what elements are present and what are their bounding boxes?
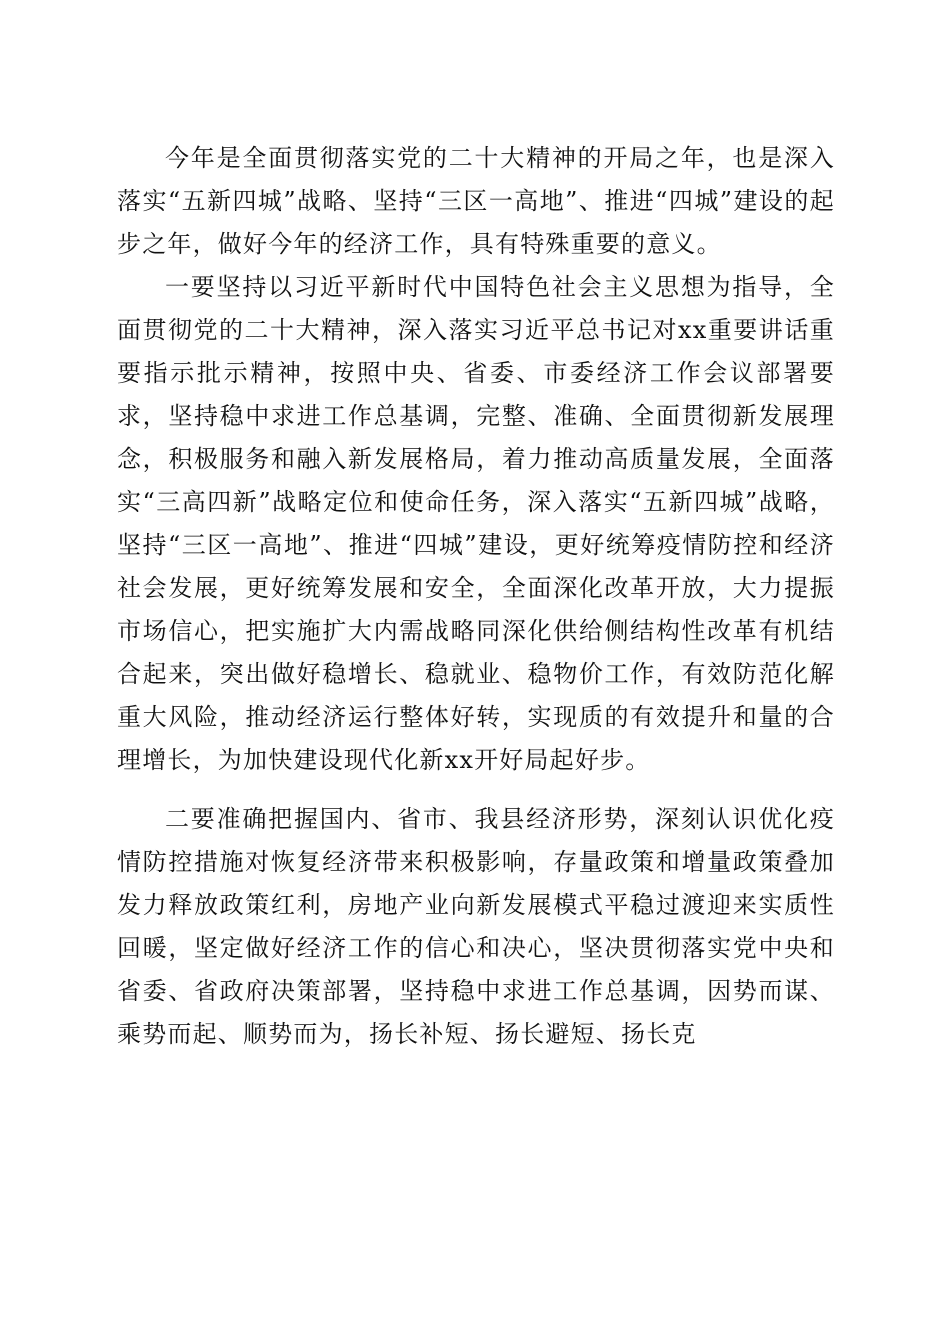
document-body	[117, 137, 835, 1072]
paragraph-point-two: 二要准确把握国内、省市、我县经济形势，深刻认识优化疫情防控措施对恢复经济带来积极影响，存量政策和增量政策叠加发力释放政策红利，房地产业向新发展模式平稳过渡迎来实质性回暖，坚定做好经济工作的信心和决心，坚决贯彻落实党中央和省委、省政府决策部署，坚持稳中求进工作总基调，因势而谋、乘势而起、顺势而为，扬长补短、扬长避短、扬长克	[117, 805, 835, 1048]
paragraph-point-one: 一要坚持以习近平新时代中国特色社会主义思想为指导，全面贯彻党的二十大精神，深入落实习近平总书记对xx重要讲话重要指示批示精神，按照中央、省委、市委经济工作会议部署要求，坚持稳中求进工作总基调，完整、准确、全面贯彻新发展理念，积极服务和融入新发展格局，着力推动高质量发展，全面落实“三高四新”战略定位和使命任务，深入落实“五新四城”战略，坚持“三区一高地”、推进“四城”建设，更好统筹疫情防控和经济社会发展，更好统筹发展和安全，全面深化改革开放，大力提振市场信心，把实施扩大内需战略同深化供给侧结构性改革有机结合起来，突出做好稳增长、稳就业、稳物价工作，有效防范化解重大风险，推动经济运行整体好转，实现质的有效提升和量的合理增长，为加快建设现代化新xx开好局起好步。	[117, 273, 835, 774]
paragraph-intro: 今年是全面贯彻落实党的二十大精神的开局之年，也是深入落实“五新四城”战略、坚持“三区一高地”、推进“四城”建设的起步之年，做好今年的经济工作，具有特殊重要的意义。	[117, 144, 835, 258]
